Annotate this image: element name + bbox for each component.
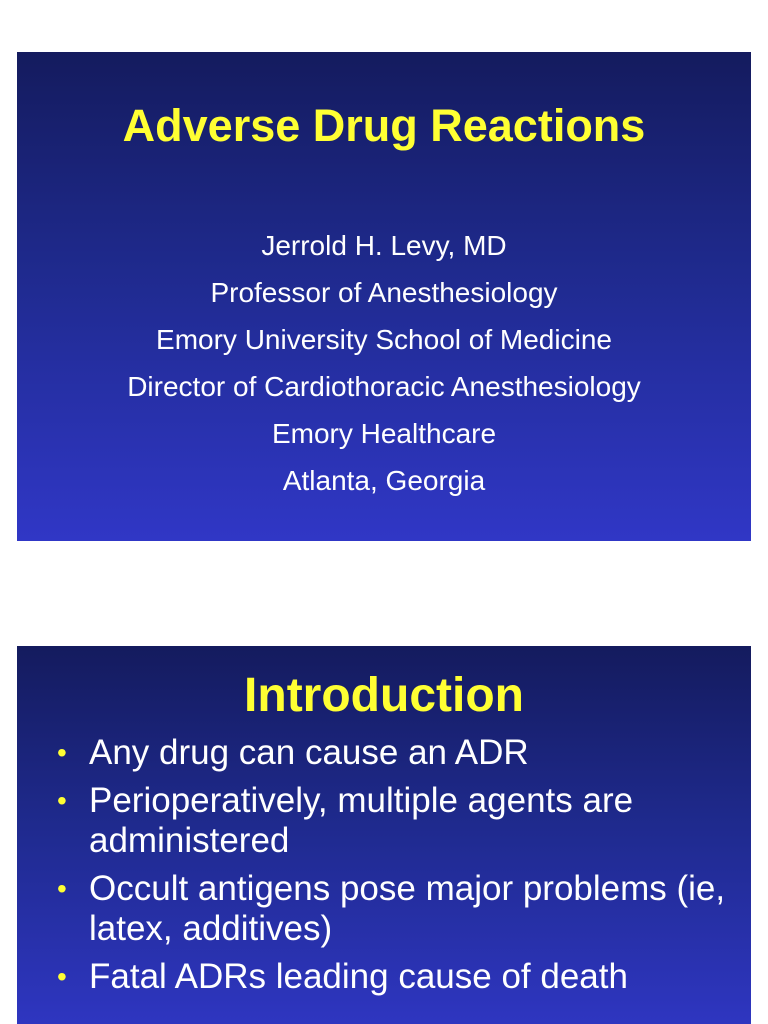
author-byline	[17, 222, 751, 504]
author-organization: Emory Healthcare	[271, 418, 497, 449]
slide-introduction	[17, 646, 751, 1024]
slide-title	[17, 52, 751, 541]
bullet-item	[57, 957, 741, 997]
bullet-item	[57, 869, 741, 949]
slide-title-heading: Adverse Drug Reactions	[122, 100, 646, 151]
bullet-text: Occult antigens pose major problems (ie, latex, additives)	[89, 869, 726, 948]
slide-introduction-heading: Introduction	[244, 669, 524, 722]
author-school: Emory University School of Medicine	[156, 324, 612, 355]
bullet-item	[57, 733, 741, 773]
bullet-dot-icon: •	[57, 961, 67, 992]
author-director-role: Director of Cardiothoracic Anesthesiology	[127, 371, 641, 402]
bullet-dot-icon: •	[57, 873, 67, 904]
author-position: Professor of Anesthesiology	[210, 277, 558, 308]
author-location: Atlanta, Georgia	[282, 465, 486, 496]
bullet-dot-icon: •	[57, 785, 67, 816]
bullet-text: Fatal ADRs leading cause of death	[89, 957, 628, 996]
bullet-text: Perioperatively, multiple agents are administered	[89, 781, 634, 860]
bullet-dot-icon: •	[57, 737, 67, 768]
bullet-item	[57, 781, 741, 861]
bullet-list	[57, 733, 741, 1005]
bullet-text: Any drug can cause an ADR	[89, 733, 529, 772]
author-name: Jerrold H. Levy, MD	[261, 230, 507, 261]
